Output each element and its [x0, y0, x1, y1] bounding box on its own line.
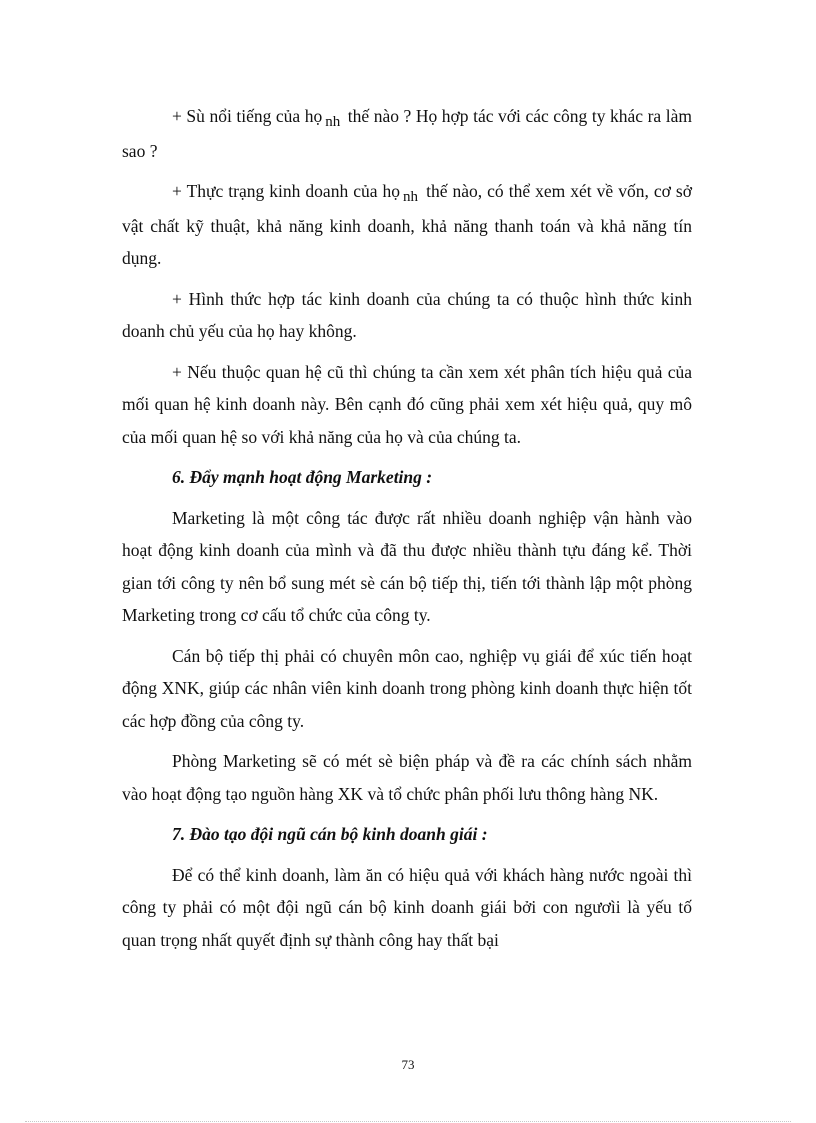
- body-paragraph: [122, 283, 692, 348]
- page-bottom-divider: [25, 1121, 791, 1122]
- text-segment: 6. Đẩy mạnh hoạt động Marketing :: [172, 467, 433, 487]
- page-body: [122, 100, 692, 964]
- section-heading: [122, 461, 692, 494]
- text-segment: + Nếu thuộc quan hệ cũ thì chúng ta cần xem xét phân tích hiệu quả của mối quan hệ kinh doanh này. Bên cạnh đó cũng phải xem xét hiệu quả, quy mô của mối quan hệ so với khả năng của họ và của chúng ta.: [122, 361, 692, 447]
- text-segment: thế nào, có thể xem xét về vốn, cơ sở vật chất kỹ thuật, khả năng kinh doanh, khả năng thanh toán và khả năng tín dụng.: [122, 181, 692, 268]
- body-paragraph: [122, 100, 692, 167]
- section-heading: [122, 818, 692, 851]
- text-segment: 7. Đào tạo đội ngũ cán bộ kinh doanh giái :: [172, 824, 488, 844]
- text-segment: + Sù nổi tiếng của họ: [172, 106, 323, 126]
- text-segment: Để có thể kinh doanh, làm ăn có hiệu quả với khách hàng nước ngoài thì công ty phải có một đội ngũ cán bộ kinh doanh giái bởi con ngươìi là yếu tố quan trọng nhất quyết định sự thành công hay thất bại: [122, 864, 692, 950]
- body-paragraph: [122, 175, 692, 275]
- subscript-fragment: nh: [403, 189, 419, 205]
- text-segment: Cán bộ tiếp thị phải có chuyên môn cao, nghiệp vụ giái để xúc tiến hoạt động XNK, giúp các nhân viên kinh doanh trong phòng kinh doanh thực hiện tốt các hợp đồng của công ty.: [122, 645, 692, 731]
- page-number: 73: [401, 1057, 415, 1072]
- text-segment: Marketing là một công tác được rất nhiều doanh nghiệp vận hành vào hoạt động kinh doanh của mình và đã thu được nhiều thành tựu đáng kể. Thời gian tới công ty nên bổ sung mét sè cán bộ tiếp thị, tiến tới thành lập một phòng Marketing trong cơ cấu tổ chức của công ty.: [122, 507, 692, 625]
- body-paragraph: [122, 745, 692, 810]
- text-segment: + Hình thức hợp tác kinh doanh của chúng ta có thuộc hình thức kinh doanh chủ yếu của họ hay không.: [122, 288, 692, 341]
- text-segment: + Thực trạng kinh doanh của họ: [172, 181, 401, 201]
- subscript-fragment: nh: [325, 114, 341, 130]
- text-segment: Phòng Marketing sẽ có mét sè biện pháp và đề ra các chính sách nhằm vào hoạt động tạo nguồn hàng XK và tổ chức phân phối lưu thông hàng NK.: [122, 751, 692, 804]
- text-segment: thế nào ? Họ hợp tác với các công ty khác ra làm sao ?: [122, 106, 692, 161]
- body-paragraph: [122, 859, 692, 957]
- body-paragraph: [122, 502, 692, 632]
- body-paragraph: [122, 356, 692, 454]
- body-paragraph: [122, 640, 692, 738]
